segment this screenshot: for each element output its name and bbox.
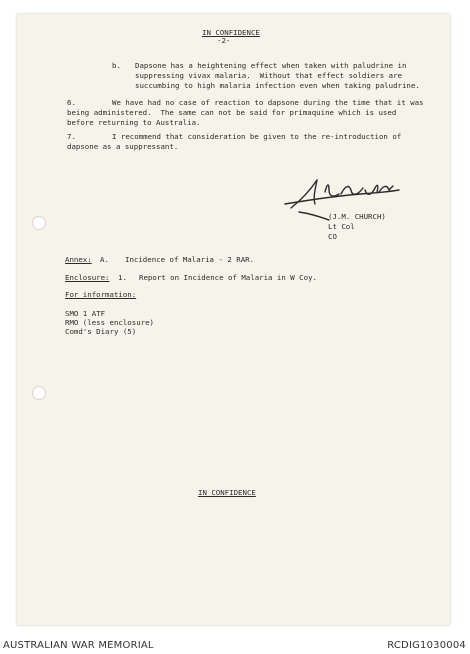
para-6-line: being administered. The same can not be said for primaquine which is used (67, 108, 397, 117)
punch-hole-bottom (32, 386, 46, 400)
archive-institution: AUSTRALIAN WAR MEMORIAL (3, 640, 154, 651)
page-number: -2- (217, 36, 231, 45)
punch-hole-top (32, 216, 46, 230)
annex-label: Annex: (65, 255, 92, 264)
para-6-label: 6. (67, 98, 76, 107)
distribution-label: For information: (65, 290, 137, 299)
header-classification: IN CONFIDENCE (202, 28, 260, 37)
distribution-item: RMO (less enclosure) (65, 318, 154, 327)
archive-caption-bar (0, 638, 470, 654)
enclosure-item: 1. (118, 273, 127, 282)
para-7-line: I recommend that consideration be given to the re-introduction of (112, 132, 402, 141)
signatory-appointment: CO (328, 232, 337, 241)
para-7-line: dapsone as a suppressant. (67, 142, 179, 151)
para-6-line: before returning to Australia. (67, 118, 201, 127)
para-7-label: 7. (67, 132, 76, 141)
enclosure-label: Enclosure: (65, 273, 110, 282)
para-b-line: suppressing vivax malaria. Without that effect soldiers are (135, 71, 402, 80)
document-page (17, 14, 450, 625)
para-b-label: b. (112, 61, 121, 70)
signatory-name: (J.M. CHURCH) (328, 212, 386, 221)
enclosure-text: Report on Incidence of Malaria in W Coy. (139, 273, 317, 282)
signatory-rank: Lt Col (328, 222, 355, 231)
footer-classification: IN CONFIDENCE (198, 488, 256, 497)
annex-text: Incidence of Malaria - 2 RAR. (125, 255, 255, 264)
distribution-item: Comd's Diary (5) (65, 327, 137, 336)
para-b-line: Dapsone has a heightening effect when taken with paludrine in (135, 61, 407, 70)
para-6-line: We have had no case of reaction to dapsone during the time that it was (112, 98, 424, 107)
para-b-line: succumbing to high malaria infection even when taking paludrine. (135, 81, 420, 90)
annex-item: A. (100, 255, 109, 264)
distribution-item: SMO 1 ATF (65, 309, 106, 318)
archive-reference: RCDIG1030004 (387, 640, 466, 651)
